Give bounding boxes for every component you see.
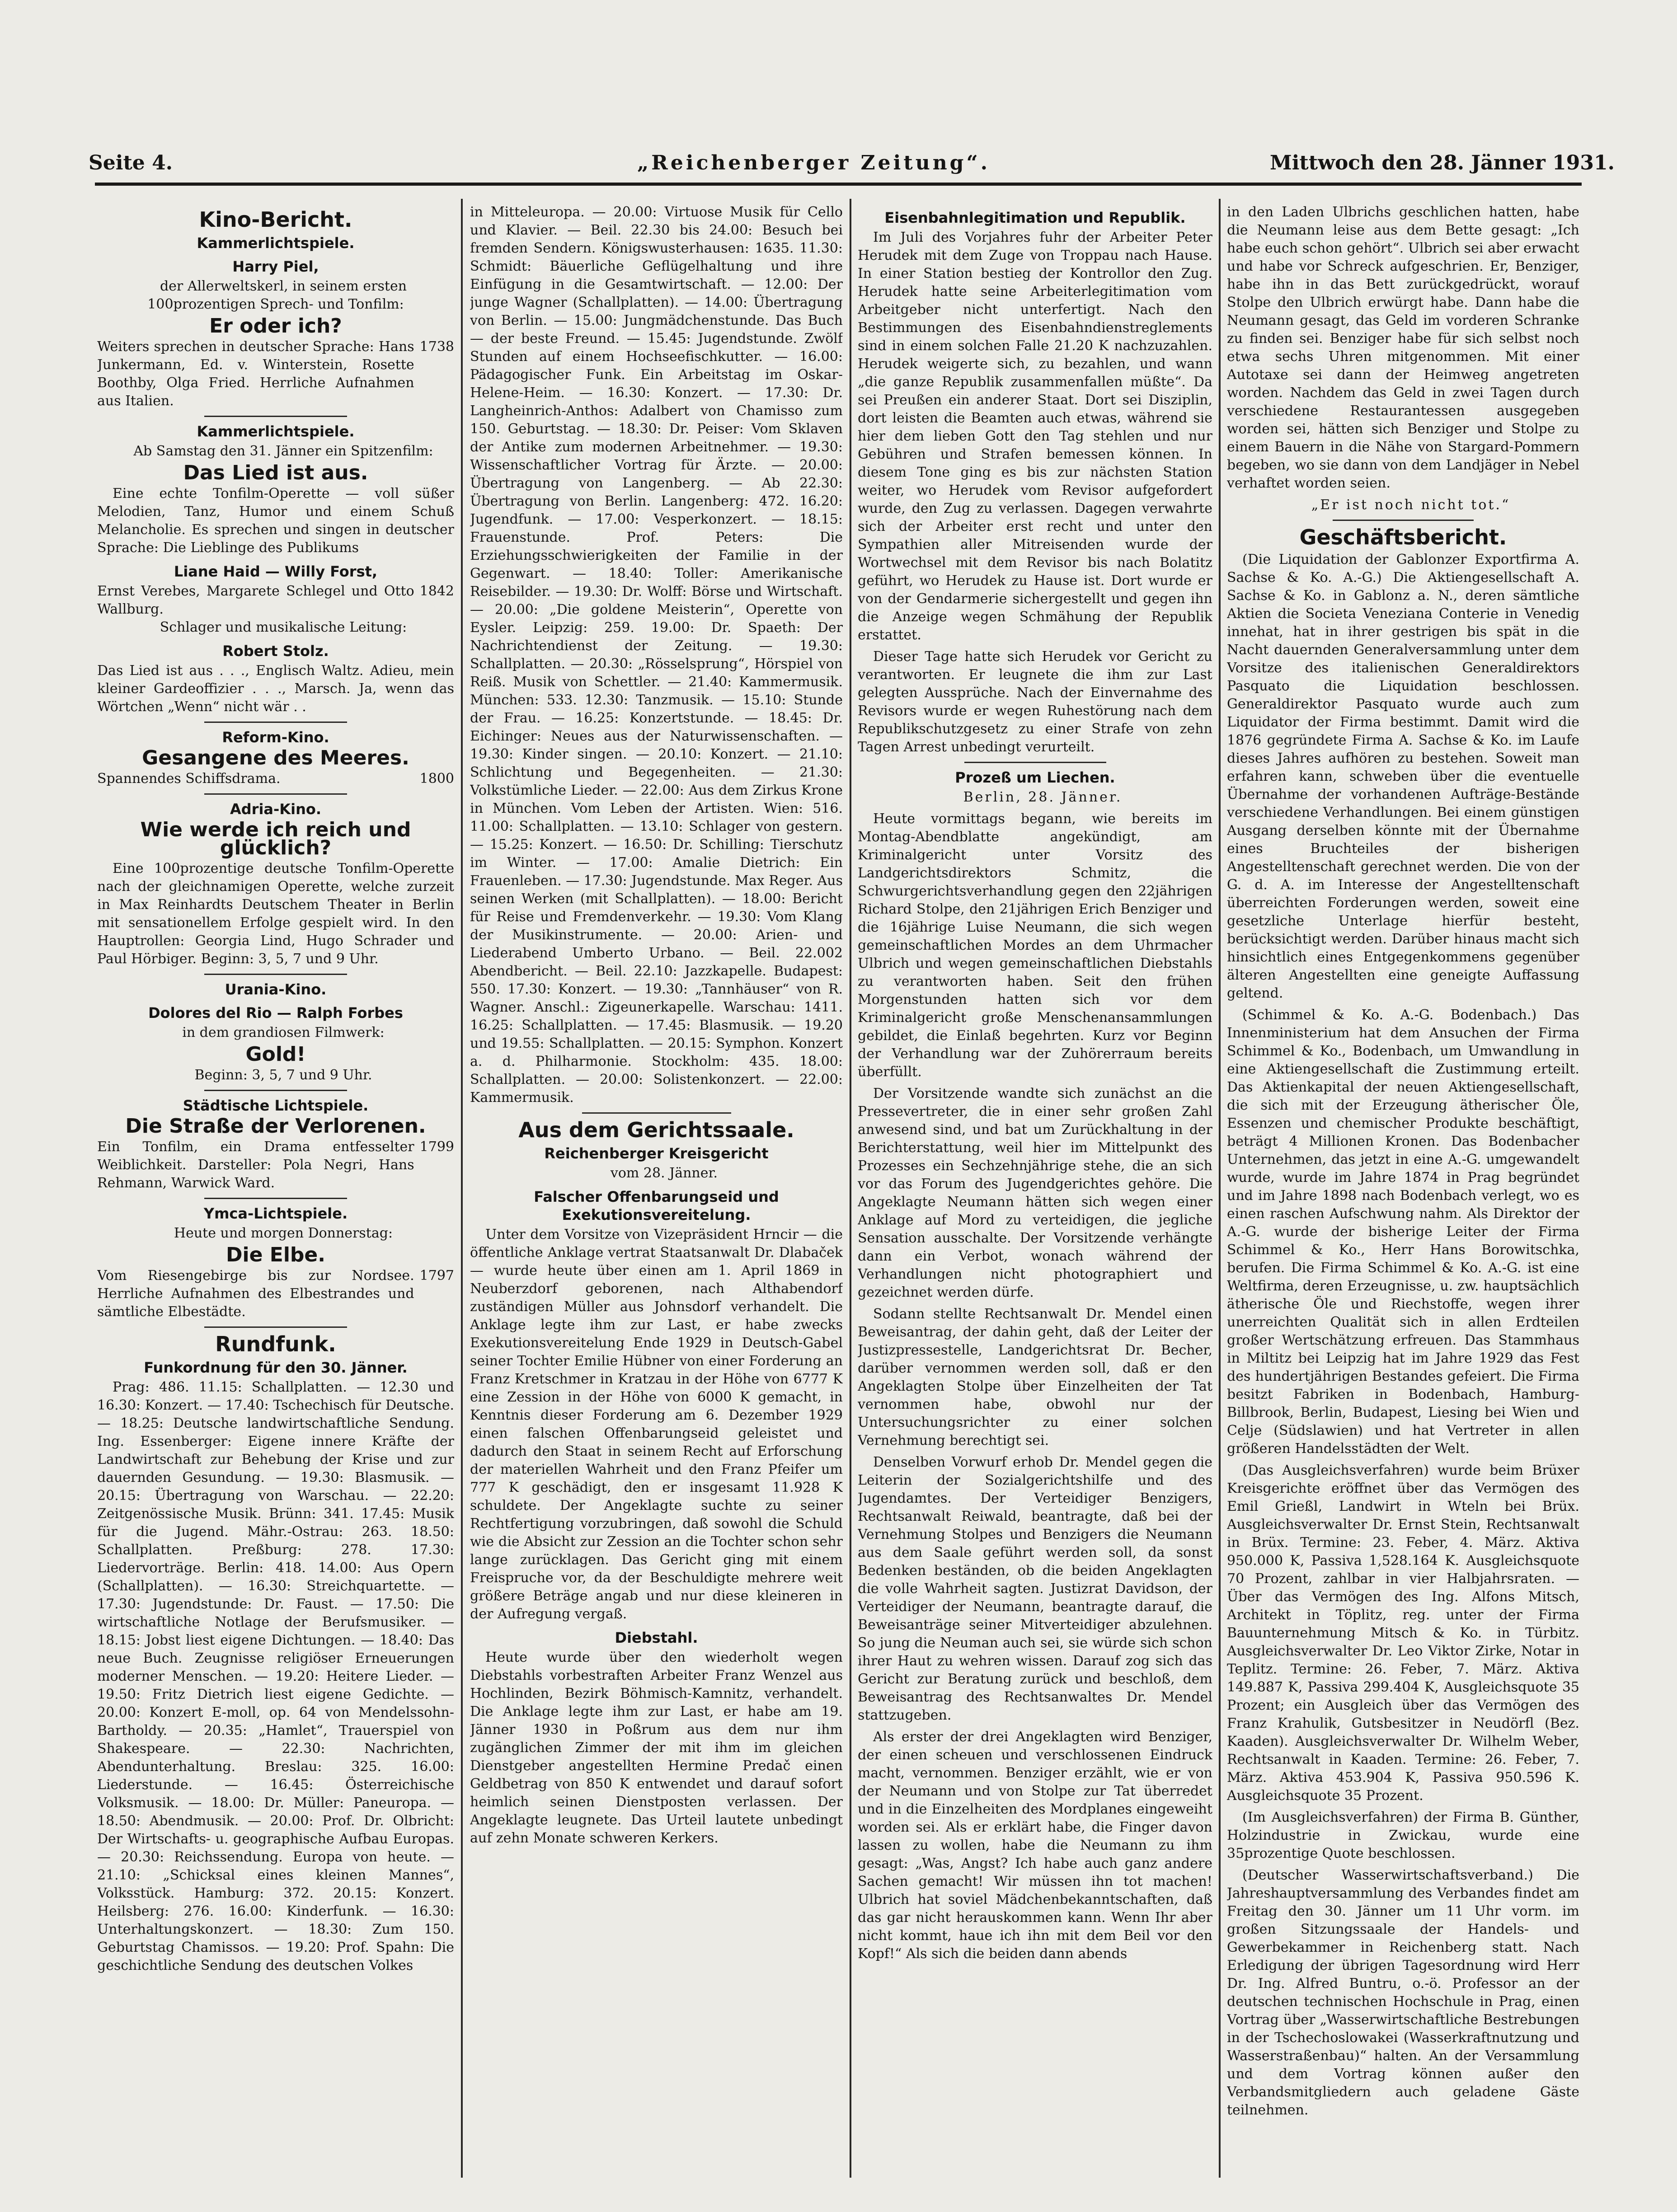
court-section-title: Aus dem Gerichtssaale. <box>518 1118 794 1142</box>
divider <box>204 1198 347 1199</box>
case-report: Unter dem Vorsitze von Vizepräsident Hrncir — die öffentliche Anklage vertrat Staatsanwalt Dr. Dlabaček — wurde heute über einen am 1. April 1869 in Neuberzdorf geborenen, nach Althabendorf zuständigen Müller aus Johnsdorf verhandelt. Die Anklage legte ihm zur Last, er habe zwecks Exekutionsvereitelung Ende 1929 in Deutsch-Gabel seiner Tochter Emilie Hübner von einer Forderung an Franz Kretschmer in Kratzau in der Höhe von 6777 K eine Zession in der Höhe von 6000 K gemacht, in Kenntnis dieser Forderung am 6. Dezember 1929 einen falschen Offenbarungseid geleistet und dadurch den Staat in seinem Recht auf Erforschung der materiellen Wahrheit und den Franz Pfeifer um 777 K geschädigt, den er insgesamt 11.928 K schuldete. Der Angeklagte suchte zu seiner Rechtfertigung vorzubringen, daß sowohl die Schuld wie die Absicht zur Zession an die Tochter schon sehr lange zurücklagen. Das Gericht ging mit einem Freispruche vor, da der Beschuldigte mehrere weit größere Beträge angab und nur diese kleineren in der Aufregung vergaß. <box>470 1227 843 1622</box>
page-number: Seite 4. <box>89 151 173 174</box>
star-names: Liane Haid — Willy Forst, <box>174 563 378 580</box>
theater-name: Kammerlichtspiele. <box>197 234 355 252</box>
film-title: Er oder ich? <box>209 314 342 337</box>
business-item: (Schimmel & Ko. A.-G. Bodenbach.) Das Innenministerium hat dem Ansuchen der Firma Schimmel & Ko., Bodenbach, um Umwandlung in eine Aktiengesellschaft die Zustimmung erteilt. Das Aktienkapital der neuen Aktiengesellschaft, die sich mit der Erzeugung ätherischer Öle, Essenzen und chemischer Produkte beschäftigt, beträgt 4 Millionen Kronen. Das Bodenbacher Unternehmen, das jetzt in eine A.-G. umgewandelt wurde, wurde im Jahre 1874 in Prag begründet und im Jahre 1898 nach Bodenbach verlegt, wo es einen raschen Aufschwung nahm. Als Direktor der A.-G. wurde der bisherige Leiter der Firma Schimmel & Ko., Herr Hans Borowitschka, berufen. Die Firma Schimmel & Ko. A.-G. ist eine Weltfirma, deren Erzeugnisse, u. zw. hauptsächlich ätherische Öle und Riechstoffe, wegen ihrer unerreichten Qualität sich in allen Erdteilen großer Wertschätzung erfreuen. Das Stammhaus in Miltitz bei Leipzig hat im Jahre 1929 das Fest des hundertjährigen Bestandes gefeiert. Die Firma besitzt Fabriken in Bodenbach, Hamburg-Billbrook, Berlin, Budapest, Liesing bei Wien und Celje (Südslawien) und hat Vertreter in allen größeren Handelsstädten der Welt. <box>1227 1007 1579 1457</box>
cinema-section-title: Kino-Bericht. <box>199 207 352 232</box>
business-section-title: Geschäftsbericht. <box>1299 525 1507 549</box>
ad-number: 1797 <box>419 1268 454 1284</box>
article-text: Als erster der drei Angeklagten wird Benziger, der einen scheuen und verschlossenen Eindruck macht, vernommen. Benziger erzählt, wie er von der Neumann und von Stolpe zur Tat überredet und in die Einzelheiten des Mordplanes eingeweiht worden sei. Als er erklärt habe, die Finger davon lassen zu wollen, habe die Neumann zu ihm gesagt: „Was, Angst? Ich habe auch ganz andere Sachen gemacht! Wir müssen ihn tot machen! Ulbrich hat soviel Mädchenbekanntschaften, daß das gar nicht herauskommen kann. Wenn Ihr aber nicht kommt, haue ich ihn mit dem Beil vor den Kopf!“ Als sich die beiden dann abends <box>858 1729 1212 1962</box>
film-description: Vom Riesengebirge bis zur Nordsee. Herrliche Aufnahmen des Elbestrandes und sämtliche Elbestädte. <box>97 1268 414 1320</box>
business-item: (Im Ausgleichsverfahren) der Firma B. Günther, Holzindustrie in Zwickau, wurde eine 35prozentige Quote beschlossen. <box>1227 1809 1579 1861</box>
article-title: Eisenbahnlegitimation und Republik. <box>884 209 1186 226</box>
film-description: Eine echte Tonfilm-Operette — voll süßer Melodien, Tanz, Humor und einem Schuß Melancholie. Es sprechen und singen in deutscher Sprache: Die Lieblinge des Publikums <box>97 486 454 556</box>
article-text: Im Juli des Vorjahres fuhr der Arbeiter Peter Herudek mit dem Zuge von Troppau nach Hause. In einer Station bestieg der Kontrollor den Zug. Herudek hatte seine Arbeiterlegitimation vom Arbeitgeber nicht unterfertigt. Nach den Bestimmungen des Eisenbahndienstreglements sind in einem solchen Falle 21.20 K nachzuzahlen. Herudek weigerte sich, zu bezahlen, und wann „die ganze Republik zusammenfallen müßte“. Da sei Preußen ein anderer Staat. Dort sei Disziplin, dort leisten die Beamten auch etwas, während sie hier dem lieben Gott den Tag stehlen und nur Gebühren und Strafen bemessen können. In diesem Tone ging es bis zur nächsten Station weiter, wo Herudek vom Revisor aufgefordert wurde, den Zug zu verlassen. Dagegen verwahrte sich der Arbeiter erst recht und unter den Sympathien aller Mitreisenden wurde der Wortwechsel mit dem Revisor bis nach Bolatitz geführt, wo Herudek zu Hause ist. Dort wurde er von der Gendarmerie sichergestellt und gegen ihn die Anzeige wegen Schmähung der Republik erstattet. <box>858 230 1212 643</box>
case-report: Heute wurde über den wiederholt wegen Diebstahls vorbestraften Arbeiter Franz Wenzel aus Hochlinden, Bezirk Böhmisch-Kamnitz, verhandelt. Die Anklage legte ihm zur Last, er habe am 19. Jänner 1930 in Poßrum aus dem nur ihm zugänglichen Zimmer der mit ihm im gleichen Dienstgeber angestellten Hermine Predač einen Geldbetrag von 850 K entwendet und darauf sofort heimlich seinen Dienstposten verlassen. Der Angeklagte leugnete. Das Urteil lautete unbedingt auf zehn Monate schweren Kerkers. <box>470 1650 843 1846</box>
composer-name: Robert Stolz. <box>222 642 329 660</box>
theater-name: Städtische Lichtspiele. <box>183 1097 369 1114</box>
film-description: Eine 100prozentige deutsche Tonfilm-Operette nach der gleichnamigen Operette, welche zurzeit in Max Reinhardts Deutschem Theater in Berlin mit sensationellem Erfolge gespielt wird. In den Hauptrollen: Georgia Lind, Hugo Schrader und Paul Hörbiger. Beginn: 3, 5, 7 und 9 Uhr. <box>97 861 454 967</box>
ad-number: 1799 <box>419 1139 454 1155</box>
column-business <box>1227 203 1579 2173</box>
column-divider <box>850 199 851 2178</box>
article-text: Heute vormittags begann, wie bereits im Montag-Abendblatte angekündigt, am Kriminalgericht unter Vorsitz des Landgerichtsdirektors Schmitz, die Schwurgerichtsverhandlung gegen den 22jährigen Richard Stolpe, den 21jährigen Erich Benziger und die 16jährige Luise Neumann, die sich wegen gemeinschaftlichen Mordes an dem Uhrmacher Ulbrich und wegen gemeinschaftlichen Diebstahls zu verantworten haben. Seit den frühen Morgenstunden hatten sich vor dem Kriminalgericht große Menschenansammlungen gebildet, die Einlaß begehrten. Kurz vor Beginn der Verhandlung war der Zuhörerraum bereits überfüllt. <box>858 811 1212 1080</box>
theater-name: Adria-Kino. <box>230 801 321 818</box>
article-text-continued: in den Laden Ulbrichs geschlichen hatten, habe die Neumann leise aus dem Bette gesagt: „Ich habe euch schon gehört“. Ulbrich sei aber erwacht und habe vor Schreck aufgeschrien. Er, Benziger, habe ihn in das Bett zurückgedrückt, worauf Stolpe den Ulbrich erwürgt habe. Dann habe die Neumann gesagt, das Geld im vorderen Schranke zu finden sei. Benziger habe für sich selbst noch etwa sechs Uhren mitgenommen. Mit einer Autotaxe sei dann der Heimweg angetreten worden. Nachdem das Geld in zwei Tagen durch verschiedene Restaurantessen ausgegeben worden sei, hätten sich Benziger und Stolpe zu einem Bauern in die Nähe von Stargard-Pommern begeben, wo sie dann von dem Landjäger in Nebel verhaftet worden seien. <box>1227 204 1579 491</box>
column-divider <box>461 199 463 2178</box>
court-name: Reichenberger Kreisgericht <box>544 1145 769 1162</box>
column-radio-court <box>470 203 843 2173</box>
film-description: Weiters sprechen in deutscher Sprache: Hans Junkermann, Ed. v. Winterstein, Rosette Boothby, Olga Fried. Herrliche Aufnahmen aus Italien. <box>97 339 414 409</box>
film-title: Die Elbe. <box>226 1243 325 1266</box>
radio-section-title: Rundfunk. <box>215 1332 336 1356</box>
divider <box>964 762 1106 763</box>
column-trials <box>858 203 1212 2173</box>
theater-name: Urania-Kino. <box>225 981 327 998</box>
theater-name: Ymca-Lichtspiele. <box>203 1205 348 1222</box>
film-intro: Ab Samstag den 31. Jänner ein Spitzenfilm: <box>133 443 433 459</box>
music-credit: Schlager und musikalische Leitung: <box>160 619 407 635</box>
film-title: Gold! <box>245 1043 306 1066</box>
song-list: Das Lied ist aus . . ., Englisch Waltz. Adieu, mein kleiner Gardeoffizier . . ., Marsch. Ja, wenn das Wörtchen „Wenn“ nicht wär . . <box>97 663 454 715</box>
film-title: Gesangene des Meeres. <box>142 746 409 769</box>
article-text: Denselben Vorwurf erhob Dr. Mendel gegen die Leiterin der Sozialgerichtshilfe und des Jugendamtes. Der Verteidiger Benzigers, Rechtsanwalt Reiwald, beantragte, daß bei der Vernehmung Stolpes und Benzigers die Neumann aus dem Saale geführt werden soll, da sonst Bedenken beständen, ob die beiden Angeklagten die volle Wahrheit sagten. Justizrat Davidson, der Verteidiger der Neumann, beantragte darauf, die Beweisanträge seiner Mitverteidiger abzulehnen. So jung die Neuman auch sei, sie würde sich schon ihrer Haut zu wehren wissen. Darauf zog sich das Gericht zur Beratung zurück und beschloß, dem Beweisantrag des Rechtsanwaltes Dr. Mendel stattzugeben. <box>858 1454 1212 1723</box>
divider <box>204 416 347 417</box>
article-text: Sodann stellte Rechtsanwalt Dr. Mendel einen Beweisantrag, der dahin geht, daß der Leiter der Justizpressestelle, Landgerichtsrat Dr. Becher, darüber vernommen werden soll, daß er den Angeklagten Stolpe über Einzelheiten der Tat vernommen habe, obwohl nur der Untersuchungsrichter zu einer solchen Vernehmung berechtigt sei. <box>858 1306 1212 1448</box>
divider <box>204 974 347 975</box>
divider <box>1333 520 1474 521</box>
show-times: Beginn: 3, 5, 7 und 9 Uhr. <box>194 1067 372 1083</box>
court-date: vom 28. Jänner. <box>610 1165 718 1181</box>
radio-schedule-continued: in Mitteleuropa. — 20.00: Virtuose Musik für Cello und Klavier. — Beil. 22.30 bis 24.00: Besuch bei fremden Sendern. Königswusterhausen: 1635. 11.30: Schmidt: Bäuerliche Geflügelhaltung und ihre Einfügung in die Gesamtwirtschaft. — 12.00: Der junge Wagner (Schallplatten). — 14.00: Übertragung von Berlin. — 15.00: Jungmädchenstunde. Das Buch — der beste Freund. — 15.45: Jugendstunde. Zwölf Stunden auf einem Hochseefischkutter. — 16.00: Pädagogischer Funk. Ein Arbeitstag im Oskar-Helene-Heim. — 16.30: Konzert. — 17.30: Dr. Langheinrich-Anthos: Adalbert von Chamisso zum 150. Geburtstag. — 18.30: Dr. Peiser: Vom Sklaven der Antike zum modernen Arbeitnehmer. — 19.30: Wissenschaftlicher Vortrag für Ärzte. — 20.00: Übertragung von Langenberg. — Ab 22.30: Übertragung von Berlin. Langenberg: 472. 16.20: Jugendfunk. — 17.00: Vesperkonzert. — 18.15: Frauenstunde. Prof. Peters: Die Erziehungsschwierigkeiten der Familie in der Gegenwart. — 18.40: Toller: Amerikanische Reisebilder. — 19.30: Dr. Wolff: Börse und Wirtschaft. — 20.00: „Die goldene Meisterin“, Operette von Eysler. Leipzig: 259. 19.00: Dr. Spaeth: Der Nachrichtendienst der Zeitung. — 19.30: Schallplatten. — 20.30: „Rösselsprung“, Hörspiel von Reiß. Musik von Schettler. — 21.40: Kammermusik. München: 533. 12.30: Tanzmusik. — 15.10: Stunde der Frau. — 16.25: Konzertstunde. — 18.45: Dr. Eichinger: Neues aus der Naturwissenschaften. — 19.30: Kinder singen. — 20.10: Konzert. — 21.10: Schlichtung und Begegenheiten. — 21.30: Volkstümliche Lieder. — 22.00: Aus dem Zirkus Krone in München. Vom Leben der Artisten. Wien: 516. 11.00: Schallplatten. — 13.10: Schlager von gestern. — 15.25: Konzert. — 16.50: Dr. Schilling: Tierschutz im Winter. — 17.00: Amalie Dietrich: Ein Frauenleben. — 17.30: Jugendstunde. Max Reger. Aus seinen Werken (mit Schallplatten). — 18.00: Bericht für Reise und Fremdenverkehr. — 19.30: Vom Klang der Musikinstrumente. — 20.00: Arien- und Liederabend Umberto Urbano. — Beil. 22.002 Abendbericht. — Beil. 22.10: Jazzkapelle. Budapest: 550. 17.30: Konzert. — 19.30: „Tannhäuser“ von R. Wagner. Anschl.: Zigeunerkapelle. Warschau: 1411. 16.25: Schallplatten. — 17.45: Blasmusik. — 19.20 und 19.55: Schallplatten. — 20.15: Symphon. Konzert a. d. Philharmonie. Stockholm: 435. 18.00: Schallplatten. — 20.00: Solistenkonzert. — 22.00: Kammermusik. <box>470 204 843 1106</box>
star-name: Harry Piel, <box>232 258 319 275</box>
article-text: Der Vorsitzende wandte sich zunächst an die Pressevertreter, die in einer sehr großen Zahl anwesend sind, und bat um Zurückhaltung in der Berichterstattung, weil hier im Mittelpunkt des Prozesses ein Sechzehnjährige stehe, die an sich vor das Forum des Jugendgerichtes gehöre. Die Angeklagte Neumann hätten sich wegen einer Anklage auf Mord zu verteidigen, die jegliche Sensation ausschalte. Der Vorsitzende verhängte dann ein Verbot, wonach während der Verhandlungen nicht photographiert und gezeichnet werden dürfe. <box>858 1086 1212 1300</box>
business-item: (Das Ausgleichsverfahren) wurde beim Brüxer Kreisgerichte eröffnet über das Vermögen des Emil Grießl, Landwirt in Wteln bei Brüx. Ausgleichsverwalter Dr. Ernst Stein, Rechtsanwalt in Brüx. Termine: 23. Feber, 4. März. Aktiva 950.000 K, Passiva 1,528.164 K. Ausgleichsquote 70 Prozent, zahlbar in vier Halbjahrsraten. — Über das Vermögen des Ing. Alfons Mitsch, Architekt in Töplitz, reg. unter der Firma Bauunternehmung Mitsch & Ko. in Türbitz. Ausgleichsverwalter Dr. Leo Viktor Zirke, Notar in Teplitz. Termine: 26. Feber, 7. März. Aktiva 149.887 K, Passiva 299.404 K, Ausgleichsquote 35 Prozent; ein Ausgleich über das Vermögen des Franz Krahulik, Gutsbesitzer in Neudörfl (Bez. Kaaden). Ausgleichsverwalter Dr. Wilhelm Weber, Rechtsanwalt in Kaaden. Termine: 26. Feber, 7. März. Aktiva 453.904 K, Passiva 950.596 K. Ausgleichsquote 35 Prozent. <box>1227 1462 1579 1804</box>
film-title: Die Straße der Verlorenen. <box>125 1115 426 1138</box>
film-intro: Heute und morgen Donnerstag: <box>174 1225 393 1241</box>
header-rule <box>95 183 1582 186</box>
film-description: Spannendes Schiffsdrama. <box>97 771 281 787</box>
film-title: Wie werde ich reich und glücklich? <box>140 818 411 859</box>
divider <box>204 1090 347 1091</box>
issue-date: Mittwoch den 28. Jänner 1931. <box>1270 151 1615 174</box>
theater-name: Reform-Kino. <box>222 729 329 746</box>
cast-list: Ernst Verebes, Margarete Schlegel und Otto Wallburg. <box>97 583 414 617</box>
ad-number: 1738 <box>419 339 454 355</box>
case-title: Falscher Offenbarungseid und Exekutionsvereitelung. <box>534 1188 779 1223</box>
star-names: Dolores del Rio — Ralph Forbes <box>148 1004 403 1022</box>
divider <box>204 722 347 723</box>
film-description: Ein Tonfilm, ein Drama entfesselter Weiblichkeit. Darsteller: Pola Negri, Hans Rehmann, Warwick Ward. <box>97 1139 414 1191</box>
business-item: (Deutscher Wasserwirtschaftsverband.) Die Jahreshauptversammlung des Verbandes findet am Freitag den 30. Jänner um 11 Uhr vorm. im großen Sitzungssaale der Handels- und Gewerbekammer in Reichenberg statt. Nach Erledigung der übrigen Tagesordnung wird Herr Dr. Ing. Alfred Buntru, o.-ö. Professor an der deutschen technischen Hochschule in Prag, einen Vortrag über „Wasserwirtschaftliche Bestrebungen in der Tschechoslowakei (Wasserkraftnutzung und Wasserstraßenbau)“ halten. An der Versammlung und dem Vortrag können außer den Verbandsmitgliedern auch geladene Gäste teilnehmen. <box>1227 1867 1579 2118</box>
quote: „Er ist noch nicht tot.“ <box>1311 497 1511 513</box>
theater-name: Kammerlichtspiele. <box>197 423 355 440</box>
film-intro: der Allerweltskerl, in seinem ersten 100prozentigen Sprech- und Tonfilm: <box>147 278 407 312</box>
case-title: Diebstahl. <box>615 1629 698 1646</box>
dateline: Berlin, 28. Jänner. <box>963 789 1123 805</box>
article-title: Prozeß um Liechen. <box>955 769 1115 786</box>
ad-number: 1800 <box>419 771 454 787</box>
divider <box>582 1112 731 1114</box>
business-item: (Die Liquidation der Gablonzer Exportfirma A. Sachse & Ko. A.-G.) Die Aktiengesellschaft A. Sachse & Ko. in Gablonz a. N., deren sämtliche Aktien die Societa Veneziana Conterie in Venedig innehat, hat in ihrer gestrigen bis spät in die Nacht dauernden Generalversammlung unter dem Vorsitze des italienischen Generaldirektors Pasquato die Liquidation beschlossen. Generaldirektor Pasquato wurde auch zum Liquidator der Firma bestimmt. Damit wird die 1876 gegründete Firma A. Sachse & Ko. im Laufe dieses Jahres aufhören zu bestehen. Soweit man erfahren kann, schweben über die eventuelle Übernahme der vorhandenen Aufträge-Bestände verschiedene Verhandlungen. Bei einem günstigen Ausgang derselben könnte mit der Übernahme eines Bruchteiles der bisherigen Angestelltenschaft gerechnet werden. Die von der G. d. A. im Interesse der Angestelltenschaft überreichten Forderungen werden, soweit eine gesetzliche Unterlage hierfür besteht, berücksichtigt werden. Darüber hinaus macht sich hinsichtlich eines Entgegenkommens gegenüber älteren Angestellten eine geneigte Auffassung geltend. <box>1227 552 1579 1001</box>
article-text: Dieser Tage hatte sich Herudek vor Gericht zu verantworten. Er leugnete die ihm zur Last gelegten Aussprüche. Nach der Einvernahme des Revisors wurde er wegen Ruhestörung nach dem Republikschutzgesetz zu einer Strafe von zehn Tagen Arrest unbedingt verurteilt. <box>858 649 1212 755</box>
ad-number: 1842 <box>419 583 454 599</box>
radio-schedule-heading: Funkordnung für den 30. Jänner. <box>144 1359 408 1376</box>
column-divider <box>1219 199 1221 2178</box>
radio-schedule: Prag: 486. 11.15: Schallplatten. — 12.30 und 16.30: Konzert. — 17.40: Tschechisch für Deutsche. — 18.25: Deutsche landwirtschaftliche Sendung. Ing. Essenberger: Eigene innere Kräfte der Landwirtschaft zur Behebung der Krise und zur dauernden Gesundung. — 19.30: Blasmusik. — 20.15: Übertragung von Warschau. — 22.20: Zeitgenössische Musik. Brünn: 341. 17.45: Musik für die Jugend. Mähr.-Ostrau: 263. 18.50: Schallplatten. Preßburg: 278. 17.30: Liedervorträge. Berlin: 418. 14.00: Aus Opern (Schallplatten). — 16.30: Streichquartette. — 17.30: Jugendstunde: Dr. Faust. — 17.50: Die wirtschaftliche Notlage der Berufsmusiker. — 18.15: Jobst liest eigene Dichtungen. — 18.40: Das neue Buch. Zeugnisse religiöser Erneuerungen moderner Menschen. — 19.20: Heitere Lieder. — 19.50: Fritz Dietrich liest eigene Gedichte. — 20.00: Konzert E-moll, op. 64 von Mendelssohn-Bartholdy. — 20.35: „Hamlet“, Trauerspiel von Shakespeare. — 22.30: Nachrichten, Abendunterhaltung. Breslau: 325. 16.00: Liederstunde. — 16.45: Österreichische Volksmusik. — 18.00: Dr. Müller: Paneuropa. — 18.50: Abendmusik. — 20.00: Prof. Dr. Olbricht: Der Wirtschafts- u. geographische Aufbau Europas. — 20.30: Reichssendung. Europa von heute. — 21.10: „Schicksal eines kleinen Mannes“, Volksstück. Hamburg: 372. 20.15: Konzert. Heilsberg: 276. 16.00: Kinderfunk. — 16.30: Unterhaltungskonzert. — 18.30: Zum 150. Geburtstag Chamissos. — 19.20: Prof. Spahn: Die geschichtliche Sendung des deutschen Volkes <box>97 1379 454 1973</box>
divider <box>204 1326 347 1328</box>
film-title: Das Lied ist aus. <box>183 461 368 484</box>
film-intro: in dem grandiosen Filmwerk: <box>182 1025 385 1040</box>
divider <box>204 793 347 795</box>
column-cinema-radio <box>97 203 454 2173</box>
newspaper-title: „Reichenberger Zeitung“. <box>637 151 991 174</box>
